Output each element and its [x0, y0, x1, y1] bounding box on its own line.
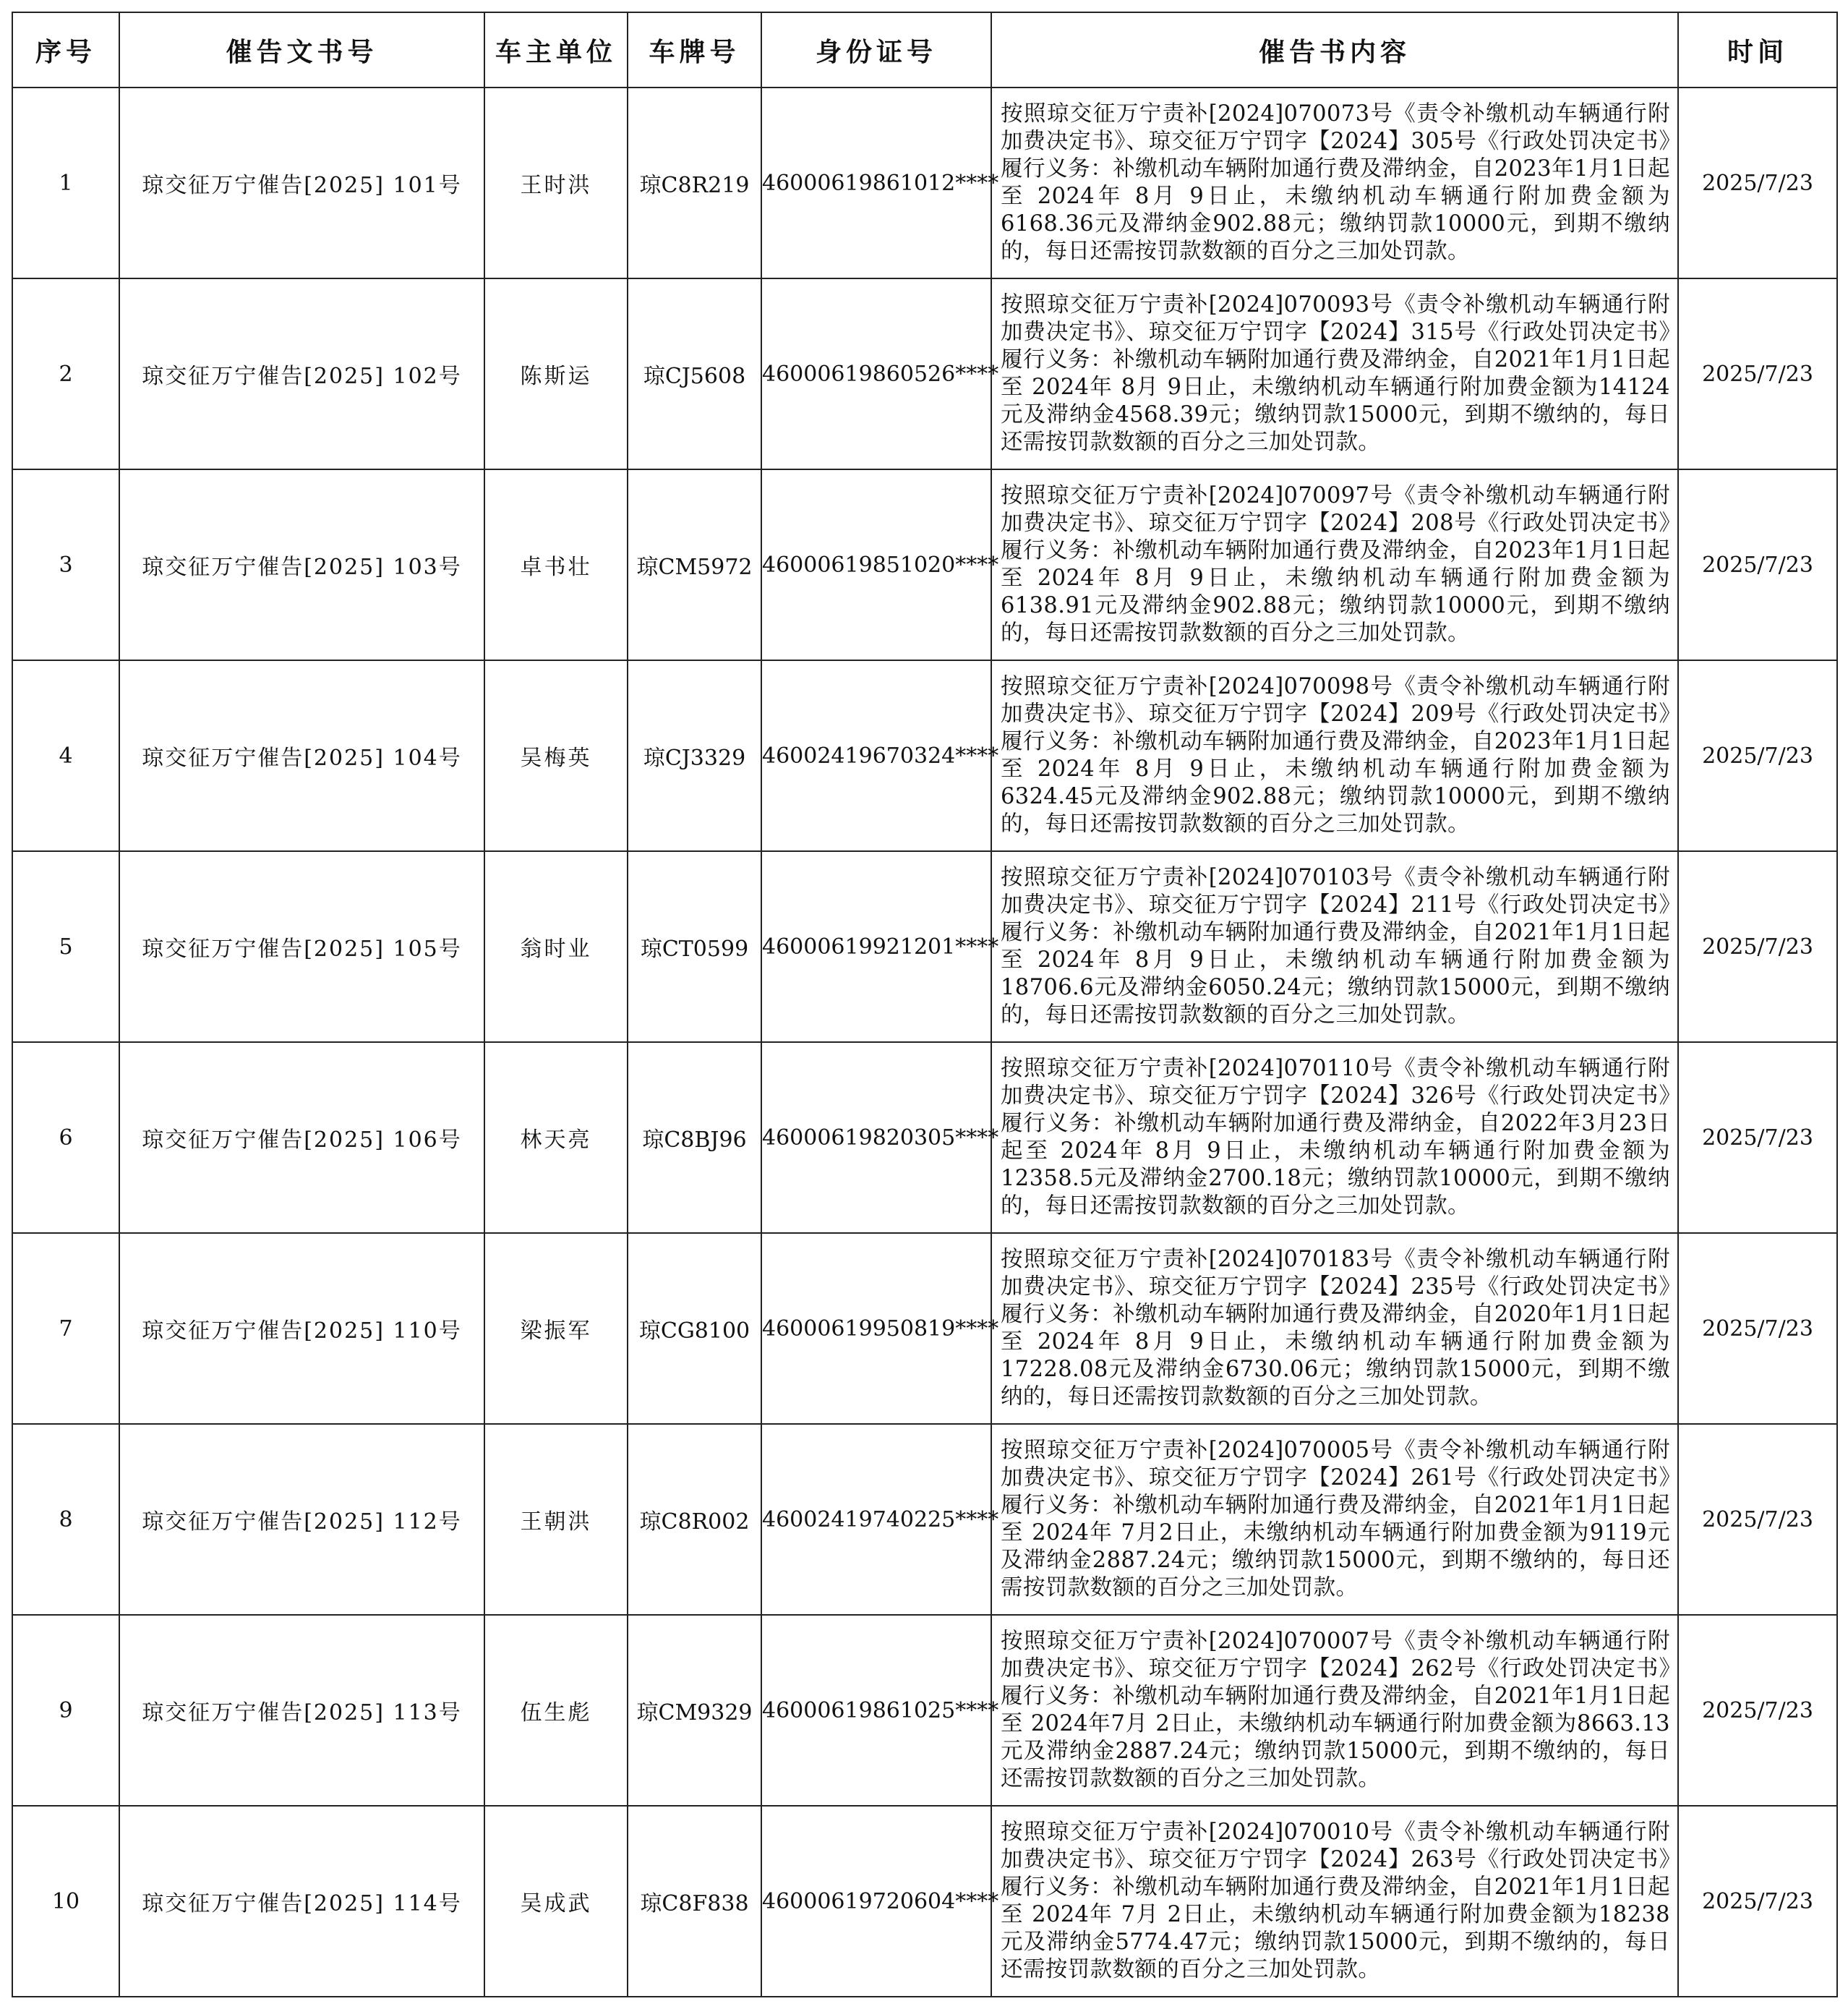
- cell-content: 按照琼交征万宁责补[2024]070098号《责令补缴机动车辆通行附加费决定书》、琼交征万宁罚字【2024】209号《行政处罚决定书》履行义务：补缴机动车辆附加通行费及滞纳金，自2023年1月1日起至 2024年 8月 9日止，未缴纳机动车辆通行附加费金额为6324.45元及滞纳金902.88元；缴纳罚款10000元，到期不缴纳的，每日还需按罚款数额的百分之三加处罚款。: [991, 660, 1678, 851]
- cell-content: 按照琼交征万宁责补[2024]070073号《责令补缴机动车辆通行附加费决定书》、琼交征万宁罚字【2024】305号《行政处罚决定书》履行义务：补缴机动车辆附加通行费及滞纳金，自2023年1月1日起至 2024年 8月 9日止，未缴纳机动车辆通行附加费金额为6168.36元及滞纳金902.88元；缴纳罚款10000元，到期不缴纳的，每日还需按罚款数额的百分之三加处罚款。: [991, 88, 1678, 278]
- cell-id-no: 46000619860526****: [761, 278, 991, 469]
- table-row: [12, 660, 1837, 851]
- cell-seq: 9: [12, 1615, 119, 1806]
- cell-time: 2025/7/23: [1678, 278, 1837, 469]
- cell-seq: 7: [12, 1233, 119, 1424]
- header-content: 催告书内容: [991, 12, 1678, 88]
- cell-seq: 1: [12, 88, 119, 278]
- notice-table: [12, 12, 1838, 1997]
- cell-seq: 5: [12, 851, 119, 1042]
- cell-doc-no: 琼交征万宁催告[2025] 110号: [119, 1233, 484, 1424]
- cell-doc-no: 琼交征万宁催告[2025] 102号: [119, 278, 484, 469]
- cell-plate: 琼C8R002: [628, 1424, 761, 1615]
- cell-id-no: 46000619861012****: [761, 88, 991, 278]
- header-seq: 序号: [12, 12, 119, 88]
- cell-plate: 琼CT0599: [628, 851, 761, 1042]
- cell-time: 2025/7/23: [1678, 88, 1837, 278]
- cell-doc-no: 琼交征万宁催告[2025] 113号: [119, 1615, 484, 1806]
- table-row: [12, 1042, 1837, 1233]
- cell-owner: 王时洪: [484, 88, 628, 278]
- cell-content: 按照琼交征万宁责补[2024]070010号《责令补缴机动车辆通行附加费决定书》、琼交征万宁罚字【2024】263号《行政处罚决定书》履行义务：补缴机动车辆附加通行费及滞纳金，自2021年1月1日起至 2024年 7月 2日止，未缴纳机动车辆通行附加费金额为18238元及滞纳金5774.47元；缴纳罚款15000元，到期不缴纳的，每日还需按罚款数额的百分之三加处罚款。: [991, 1806, 1678, 1997]
- cell-seq: 4: [12, 660, 119, 851]
- cell-seq: 6: [12, 1042, 119, 1233]
- cell-content: 按照琼交征万宁责补[2024]070005号《责令补缴机动车辆通行附加费决定书》、琼交征万宁罚字【2024】261号《行政处罚决定书》履行义务：补缴机动车辆附加通行费及滞纳金，自2021年1月1日起至 2024年 7月2日止，未缴纳机动车辆通行附加费金额为9119元及滞纳金2887.24元；缴纳罚款15000元，到期不缴纳的，每日还需按罚款数额的百分之三加处罚款。: [991, 1424, 1678, 1615]
- cell-seq: 8: [12, 1424, 119, 1615]
- cell-time: 2025/7/23: [1678, 851, 1837, 1042]
- cell-doc-no: 琼交征万宁催告[2025] 104号: [119, 660, 484, 851]
- cell-seq: 3: [12, 469, 119, 660]
- cell-seq: 2: [12, 278, 119, 469]
- cell-doc-no: 琼交征万宁催告[2025] 105号: [119, 851, 484, 1042]
- cell-owner: 吴成武: [484, 1806, 628, 1997]
- cell-id-no: 46000619921201****: [761, 851, 991, 1042]
- cell-plate: 琼CM5972: [628, 469, 761, 660]
- cell-id-no: 46000619950819****: [761, 1233, 991, 1424]
- cell-owner: 卓书壮: [484, 469, 628, 660]
- cell-content: 按照琼交征万宁责补[2024]070110号《责令补缴机动车辆通行附加费决定书》、琼交征万宁罚字【2024】326号《行政处罚决定书》履行义务：补缴机动车辆附加通行费及滞纳金，自2022年3月23日起至 2024年 8月 9日止，未缴纳机动车辆通行附加费金额为12358.5元及滞纳金2700.18元；缴纳罚款10000元，到期不缴纳的，每日还需按罚款数额的百分之三加处罚款。: [991, 1042, 1678, 1233]
- cell-id-no: 46000619720604****: [761, 1806, 991, 1997]
- table-row: [12, 1615, 1837, 1806]
- table-row: [12, 1233, 1837, 1424]
- cell-time: 2025/7/23: [1678, 660, 1837, 851]
- cell-doc-no: 琼交征万宁催告[2025] 112号: [119, 1424, 484, 1615]
- cell-content: 按照琼交征万宁责补[2024]070183号《责令补缴机动车辆通行附加费决定书》、琼交征万宁罚字【2024】235号《行政处罚决定书》履行义务：补缴机动车辆附加通行费及滞纳金，自2020年1月1日起至 2024年 8月 9日止，未缴纳机动车辆通行附加费金额为17228.08元及滞纳金6730.06元；缴纳罚款15000元，到期不缴纳的，每日还需按罚款数额的百分之三加处罚款。: [991, 1233, 1678, 1424]
- cell-owner: 林天亮: [484, 1042, 628, 1233]
- cell-owner: 伍生彪: [484, 1615, 628, 1806]
- cell-id-no: 46000619861025****: [761, 1615, 991, 1806]
- cell-plate: 琼CJ5608: [628, 278, 761, 469]
- cell-plate: 琼CM9329: [628, 1615, 761, 1806]
- cell-time: 2025/7/23: [1678, 1424, 1837, 1615]
- cell-time: 2025/7/23: [1678, 1042, 1837, 1233]
- cell-owner: 梁振军: [484, 1233, 628, 1424]
- cell-plate: 琼C8F838: [628, 1806, 761, 1997]
- table-row: [12, 1806, 1837, 1997]
- cell-id-no: 46002419740225****: [761, 1424, 991, 1615]
- table-row: [12, 1424, 1837, 1615]
- cell-id-no: 46000619820305****: [761, 1042, 991, 1233]
- header-doc-no: 催告文书号: [119, 12, 484, 88]
- cell-owner: 翁时业: [484, 851, 628, 1042]
- cell-id-no: 46000619851020****: [761, 469, 991, 660]
- cell-time: 2025/7/23: [1678, 1615, 1837, 1806]
- cell-content: 按照琼交征万宁责补[2024]070103号《责令补缴机动车辆通行附加费决定书》、琼交征万宁罚字【2024】211号《行政处罚决定书》履行义务：补缴机动车辆附加通行费及滞纳金，自2021年1月1日起至 2024年 8月 9日止，未缴纳机动车辆通行附加费金额为18706.6元及滞纳金6050.24元；缴纳罚款15000元，到期不缴纳的，每日还需按罚款数额的百分之三加处罚款。: [991, 851, 1678, 1042]
- table-row: [12, 278, 1837, 469]
- cell-content: 按照琼交征万宁责补[2024]070007号《责令补缴机动车辆通行附加费决定书》、琼交征万宁罚字【2024】262号《行政处罚决定书》履行义务：补缴机动车辆附加通行费及滞纳金，自2021年1月1日起至 2024年7月 2日止，未缴纳机动车辆通行附加费金额为8663.13元及滞纳金2887.24元；缴纳罚款15000元，到期不缴纳的，每日还需按罚款数额的百分之三加处罚款。: [991, 1615, 1678, 1806]
- cell-owner: 王朝洪: [484, 1424, 628, 1615]
- cell-seq: 10: [12, 1806, 119, 1997]
- cell-owner: 陈斯运: [484, 278, 628, 469]
- cell-content: 按照琼交征万宁责补[2024]070097号《责令补缴机动车辆通行附加费决定书》、琼交征万宁罚字【2024】208号《行政处罚决定书》履行义务：补缴机动车辆附加通行费及滞纳金，自2023年1月1日起至 2024年 8月 9日止，未缴纳机动车辆通行附加费金额为6138.91元及滞纳金902.88元；缴纳罚款10000元，到期不缴纳的，每日还需按罚款数额的百分之三加处罚款。: [991, 469, 1678, 660]
- cell-doc-no: 琼交征万宁催告[2025] 114号: [119, 1806, 484, 1997]
- cell-doc-no: 琼交征万宁催告[2025] 103号: [119, 469, 484, 660]
- table-row: [12, 851, 1837, 1042]
- cell-plate: 琼CG8100: [628, 1233, 761, 1424]
- cell-doc-no: 琼交征万宁催告[2025] 101号: [119, 88, 484, 278]
- cell-id-no: 46002419670324****: [761, 660, 991, 851]
- cell-doc-no: 琼交征万宁催告[2025] 106号: [119, 1042, 484, 1233]
- cell-plate: 琼C8BJ96: [628, 1042, 761, 1233]
- header-id-no: 身份证号: [761, 12, 991, 88]
- table-row: [12, 469, 1837, 660]
- cell-time: 2025/7/23: [1678, 469, 1837, 660]
- cell-content: 按照琼交征万宁责补[2024]070093号《责令补缴机动车辆通行附加费决定书》、琼交征万宁罚字【2024】315号《行政处罚决定书》履行义务：补缴机动车辆附加通行费及滞纳金，自2021年1月1日起至 2024年 8月 9日止，未缴纳机动车辆通行附加费金额为14124元及滞纳金4568.39元；缴纳罚款15000元，到期不缴纳的，每日还需按罚款数额的百分之三加处罚款。: [991, 278, 1678, 469]
- cell-plate: 琼C8R219: [628, 88, 761, 278]
- header-row: [12, 12, 1837, 88]
- header-owner: 车主单位: [484, 12, 628, 88]
- cell-owner: 吴梅英: [484, 660, 628, 851]
- cell-plate: 琼CJ3329: [628, 660, 761, 851]
- table-row: [12, 88, 1837, 278]
- cell-time: 2025/7/23: [1678, 1233, 1837, 1424]
- header-time: 时间: [1678, 12, 1837, 88]
- header-plate: 车牌号: [628, 12, 761, 88]
- cell-time: 2025/7/23: [1678, 1806, 1837, 1997]
